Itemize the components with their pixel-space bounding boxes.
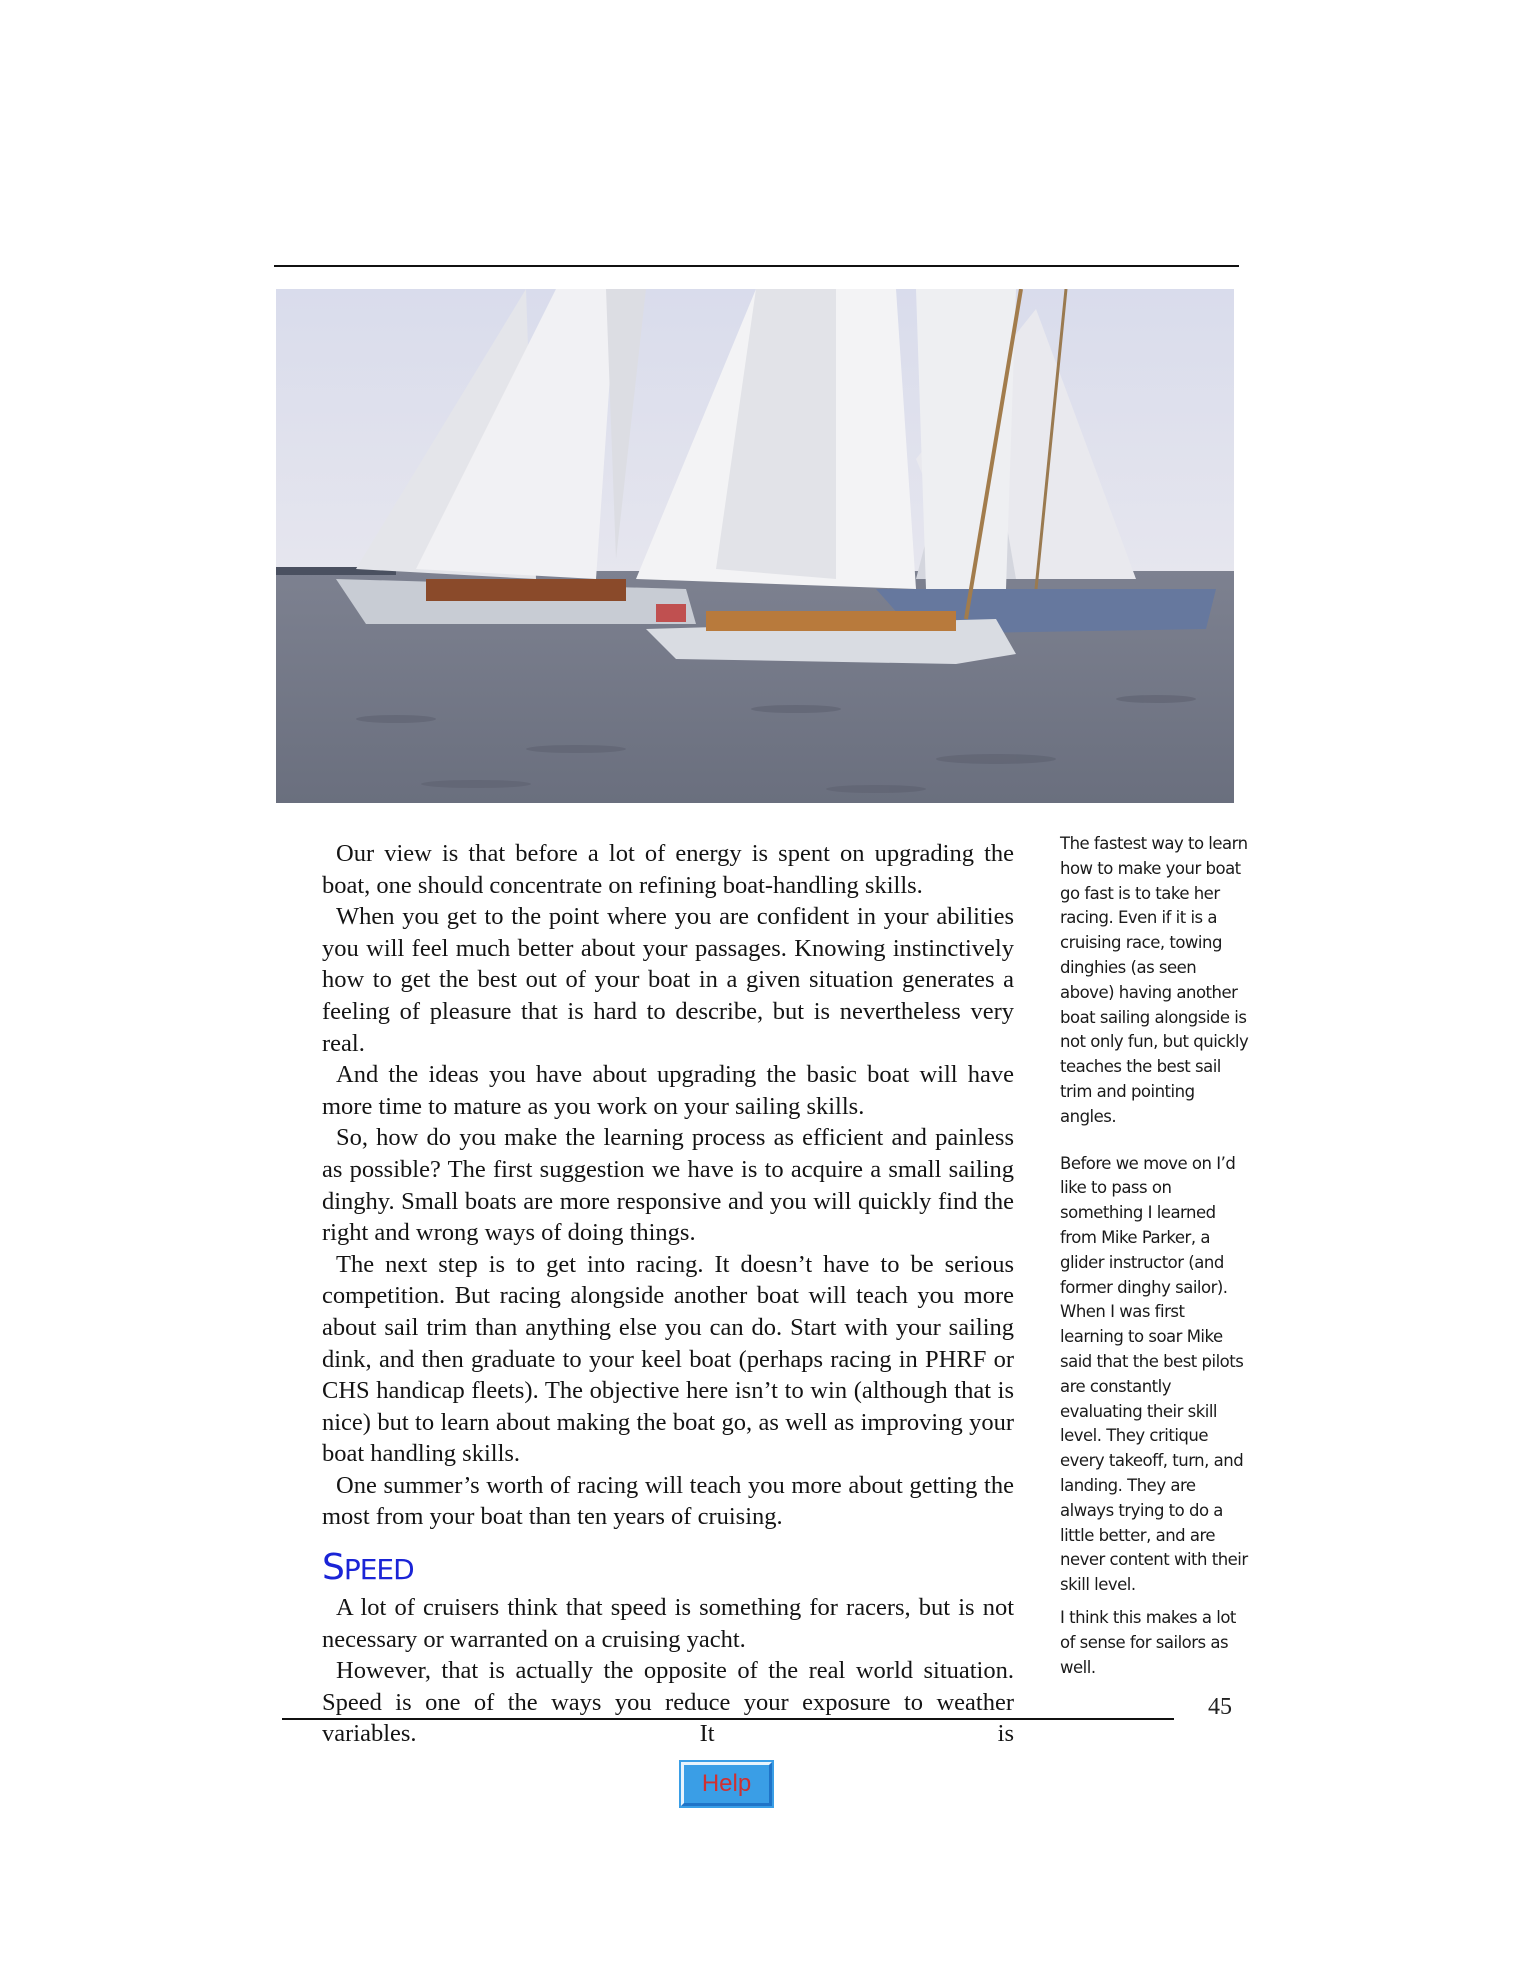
body-paragraph: And the ideas you have about upgrading the basic boat will have more time to mature as you work on your sailing skills. — [322, 1061, 1014, 1120]
sidebar-caption: The fastest way to learn how to make your boat go fast is to take her racing. Even if it is a cruising race, towing dinghies (as seen above) having another boat sailing alongside is not only fun, but quickly teaches the best sail trim and pointing angles. — [1060, 834, 1249, 1126]
top-rule — [274, 265, 1239, 267]
main-text-column — [322, 838, 1014, 1750]
help-button[interactable]: Help — [681, 1762, 772, 1806]
body-paragraph: However, that is actually the opposite of the real world situation. Speed is one of the ways you reduce your exposure to weather variables. It is — [322, 1657, 1014, 1748]
page-number: 45 — [1208, 1694, 1232, 1720]
body-paragraph: So, how do you make the learning process as efficient and painless as possible? The first suggestion we have is to acquire a small sailing dinghy. Small boats are more responsive and you will quickly find the right and wrong ways of doing things. — [322, 1124, 1014, 1247]
sidebar-note: I think this makes a lot of sense for sailors as well. — [1060, 1607, 1236, 1677]
body-paragraph: Our view is that before a lot of energy is spent on upgrading the boat, one should concentrate on refining boat-handling skills. — [322, 840, 1014, 899]
photo-illustration — [276, 289, 1234, 803]
section-heading-speed — [322, 1546, 1014, 1592]
body-paragraph: One summer’s worth of racing will teach you more about getting the most from your boat than ten years of cruising. — [322, 1471, 1014, 1531]
body-paragraph: When you get to the point where you are confident in your abilities you will feel much better about your passages. Knowing instinctively how to get the best out of your boat in a given situation generates a feeling of pleasure that is hard to describe, but is nevertheless very real. — [322, 903, 1014, 1057]
body-paragraph: The next step is to get into racing. It doesn’t have to be serious competition. But racing alongside another boat will teach you more about sail trim than anything else you can do. Start with your sailing dink, and then graduate to your keel boat (perhaps racing in PHRF or CHS handicap fleets). The objective here isn’t to win (although that is nice) but to learn about making the boat go, as well as improving your boat handling skills. — [322, 1250, 1014, 1468]
heading-rest: PEED — [343, 1553, 414, 1587]
bottom-rule — [282, 1718, 1174, 1720]
body-paragraph: A lot of cruisers think that speed is something for racers, but is not necessary or warranted on a cruising yacht. — [322, 1594, 1014, 1653]
sidebar-notes — [1060, 832, 1252, 1694]
sailboats-photo — [276, 289, 1234, 803]
heading-initial: S — [322, 1547, 344, 1589]
sidebar-note: Before we move on I’d like to pass on something I learned from Mike Parker, a glider instructor (and former dinghy sailor). When I was first learning to soar Mike said that the best pilots are constantly evaluating their skill level. They critique every takeoff, turn, and landing. They are always trying to do a little better, and are never content with their skill level. — [1060, 1153, 1248, 1595]
